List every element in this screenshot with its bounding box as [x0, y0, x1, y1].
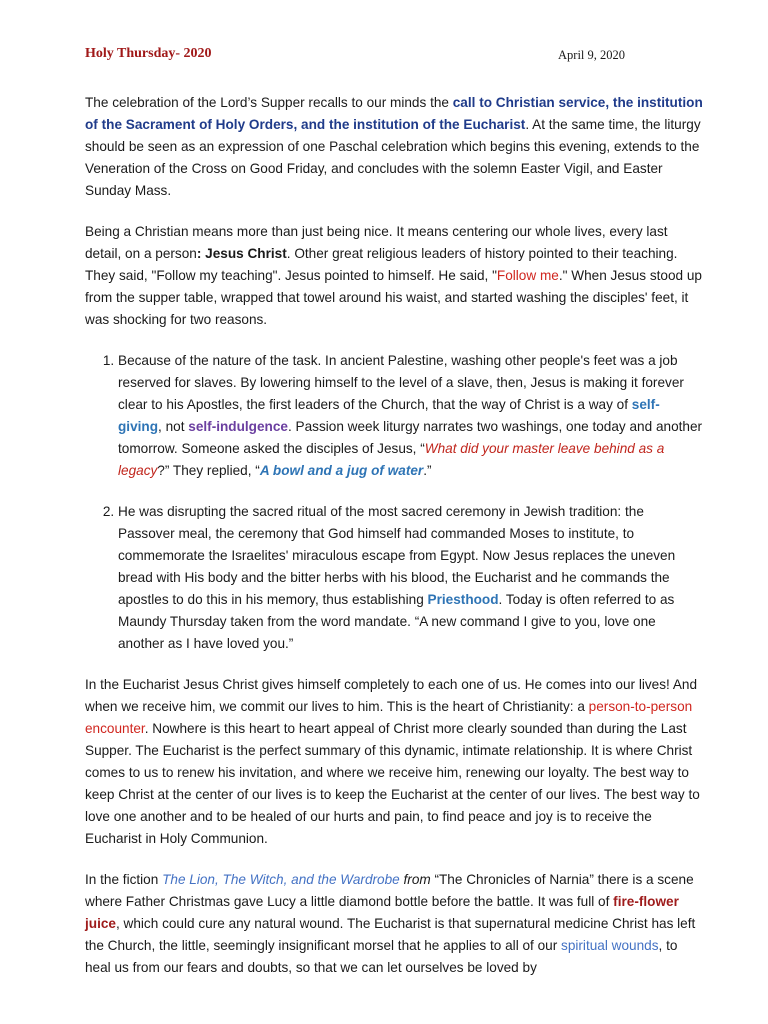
text-run: Being a Christian means more than just being nice. It means centering our whole lives, every last detail, on a person [85, 224, 668, 261]
text-run: . Nowhere is this heart to heart appeal of Christ more clearly sounded than during the Last Supper. The Eucharist is the perfect summary of this dynamic, intimate relationship. It is where Christ comes to us to renew his invitation, and where we receive him, renewing our loyalty. The best way to keep Christ at the center of our lives is to keep the Eucharist at the center of our lives. The best way to love one another and to be healed of our hurts and pain, to find peace and joy is to receive the Eucharist in Holy Communion. [85, 721, 700, 846]
text-run: . Today is often referred to as Maundy Thursday taken from the word mandate. “A new command I give to you, love one another as I have loved you.” [118, 592, 675, 651]
text-run: In the Eucharist Jesus Christ gives himself completely to each one of us. He comes into our lives! And when we receive him, we commit our lives to him. This is the heart of Christianity: a [85, 677, 698, 714]
text-run: .” [423, 463, 432, 478]
text-run: , not [158, 419, 189, 434]
text-run: , to heal us from our fears and doubts, so that we can let ourselves be loved by [85, 938, 678, 975]
text-run: from [399, 872, 431, 887]
highlight-self-indulgence: self-indulgence [188, 419, 288, 434]
text-run: , which could cure any natural wound. The Eucharist is that supernatural medicine Christ has left the Church, the little, seemingly insignificant morsel that he applies to all of our [85, 916, 696, 953]
quote-legacy: What did your master leave behind as a legacy [118, 441, 665, 478]
highlight-call-to-service: call to Christian service, the institution of the Sacrament of Holy Orders, and the institution of the Eucharist [85, 95, 703, 132]
paragraph-being-christian [85, 221, 703, 331]
text-run: He was disrupting the sacred ritual of the most sacred ceremony in Jewish tradition: the Passover meal, the ceremony that God himself had commanded Moses to institute, to commemorate the Israelites' miraculous escape from Egypt. Now Jesus replaces the uneven bread with His body and the bitter herbs with his blood, the Eucharist and he commands the apostles to do this in his memory, thus establishing [118, 504, 676, 607]
list-item [118, 501, 703, 655]
highlight-follow-me: Follow me [496, 268, 559, 283]
text-run: Because of the nature of the task. In ancient Palestine, washing other people's feet was a job reserved for slaves. By lowering himself to the level of a slave, then, Jesus is making it forever clear to his Apostles, the first leaders of the Church, that the way of Christ is a way of [118, 353, 684, 412]
book-title: The Lion, The Witch, and the Wardrobe [162, 872, 400, 887]
text-run: ." When Jesus stood up from the supper table, wrapped that towel around his waist, and started washing the disciples' feet, it was shocking for two reasons. [85, 268, 702, 327]
text-run: The celebration of the Lord’s Supper recalls to our minds the [85, 95, 453, 110]
highlight-fire-flower-juice: fire-flower juice [85, 894, 679, 931]
text-run: . Other great religious leaders of history pointed to their teaching. They said, "Follow my teaching". Jesus pointed to himself. He said, " [85, 246, 678, 283]
highlight-jesus-christ: : Jesus Christ [196, 246, 287, 261]
highlight-spiritual-wounds: spiritual wounds [561, 938, 659, 953]
highlight-person-to-person: person-to-person encounter [85, 699, 693, 736]
text-run: . At the same time, the liturgy should be seen as an expression of one Paschal celebration which begins this evening, extends to the Veneration of the Cross on Good Friday, and concludes with the solemn Easter Vigil, and Easter Sunday Mass. [85, 117, 701, 198]
document-date: April 9, 2020 [558, 48, 626, 62]
paragraph-intro [85, 92, 703, 202]
document-title: Holy Thursday- 2020 [85, 46, 212, 61]
list-item [118, 350, 703, 482]
text-run: . Passion week liturgy narrates two washings, one today and another tomorrow. Someone asked the disciples of Jesus, “ [118, 419, 703, 456]
document-body [85, 92, 703, 998]
quote-bowl-and-jug: A bowl and a jug of water [259, 463, 424, 478]
paragraph-narnia [85, 869, 703, 979]
highlight-priesthood: Priesthood [427, 592, 499, 607]
highlight-self-giving: self-giving [118, 397, 660, 434]
text-run: “The Chronicles of Narnia” there is a scene where Father Christmas gave Lucy a little diamond bottle before the battle. It was full of [85, 872, 694, 909]
text-run: In the fiction [85, 872, 163, 887]
reasons-list [85, 350, 703, 655]
text-run: ?” They replied, “ [157, 463, 260, 478]
paragraph-eucharist [85, 674, 703, 850]
